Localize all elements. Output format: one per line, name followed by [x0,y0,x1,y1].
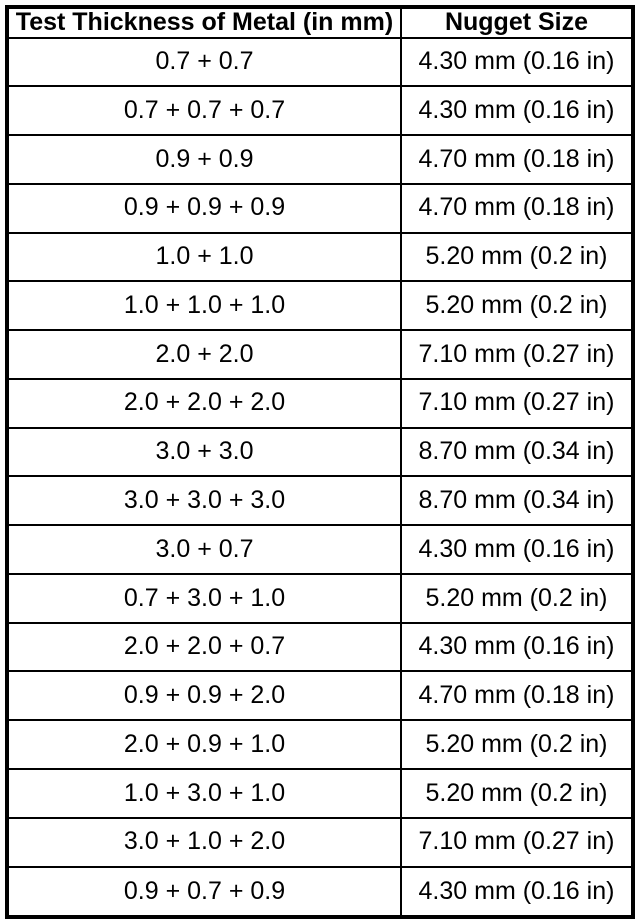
nugget-size-cell: 5.20 mm (0.2 in) [401,720,633,769]
thickness-cell: 1.0 + 1.0 [7,233,401,282]
thickness-cell: 0.9 + 0.9 [7,135,401,184]
thickness-column-header: Test Thickness of Metal (in mm) [7,7,401,38]
nugget-size-cell: 4.30 mm (0.16 in) [401,623,633,672]
nugget-size-cell: 5.20 mm (0.2 in) [401,769,633,818]
nugget-size-cell: 5.20 mm (0.2 in) [401,233,633,282]
thickness-cell: 2.0 + 0.9 + 1.0 [7,720,401,769]
nugget-size-cell: 4.70 mm (0.18 in) [401,671,633,720]
thickness-cell: 0.9 + 0.7 + 0.9 [7,867,401,917]
table-row [7,281,633,330]
table-row [7,330,633,379]
table-row [7,769,633,818]
nugget-size-cell: 5.20 mm (0.2 in) [401,574,633,623]
nugget-size-cell: 4.70 mm (0.18 in) [401,184,633,233]
thickness-cell: 0.7 + 0.7 [7,38,401,87]
table-row [7,623,633,672]
thickness-cell: 0.7 + 3.0 + 1.0 [7,574,401,623]
table-row [7,86,633,135]
nugget-size-cell: 8.70 mm (0.34 in) [401,476,633,525]
nugget-size-cell: 4.70 mm (0.18 in) [401,135,633,184]
thickness-cell: 2.0 + 2.0 + 2.0 [7,379,401,428]
table-row [7,574,633,623]
header-row [7,7,633,38]
table-row [7,135,633,184]
nugget-size-cell: 4.30 mm (0.16 in) [401,86,633,135]
thickness-cell: 3.0 + 3.0 [7,428,401,477]
table-row [7,867,633,917]
nugget-size-cell: 4.30 mm (0.16 in) [401,867,633,917]
nugget-size-column-header: Nugget Size [401,7,633,38]
thickness-cell: 1.0 + 1.0 + 1.0 [7,281,401,330]
nugget-size-cell: 5.20 mm (0.2 in) [401,281,633,330]
thickness-cell: 0.7 + 0.7 + 0.7 [7,86,401,135]
nugget-size-cell: 7.10 mm (0.27 in) [401,330,633,379]
nugget-size-cell: 4.30 mm (0.16 in) [401,38,633,87]
table-row [7,38,633,87]
table-row [7,379,633,428]
table-row [7,525,633,574]
table-row [7,720,633,769]
thickness-cell: 1.0 + 3.0 + 1.0 [7,769,401,818]
table-row [7,184,633,233]
table-row [7,428,633,477]
thickness-cell: 0.9 + 0.9 + 2.0 [7,671,401,720]
thickness-cell: 3.0 + 0.7 [7,525,401,574]
table-row [7,818,633,867]
nugget-size-cell: 7.10 mm (0.27 in) [401,379,633,428]
thickness-cell: 3.0 + 1.0 + 2.0 [7,818,401,867]
table-row [7,233,633,282]
table-row [7,476,633,525]
nugget-size-table [5,5,635,919]
nugget-size-cell: 4.30 mm (0.16 in) [401,525,633,574]
thickness-cell: 0.9 + 0.9 + 0.9 [7,184,401,233]
nugget-size-cell: 8.70 mm (0.34 in) [401,428,633,477]
thickness-cell: 2.0 + 2.0 + 0.7 [7,623,401,672]
thickness-cell: 2.0 + 2.0 [7,330,401,379]
nugget-size-cell: 7.10 mm (0.27 in) [401,818,633,867]
thickness-cell: 3.0 + 3.0 + 3.0 [7,476,401,525]
table-row [7,671,633,720]
